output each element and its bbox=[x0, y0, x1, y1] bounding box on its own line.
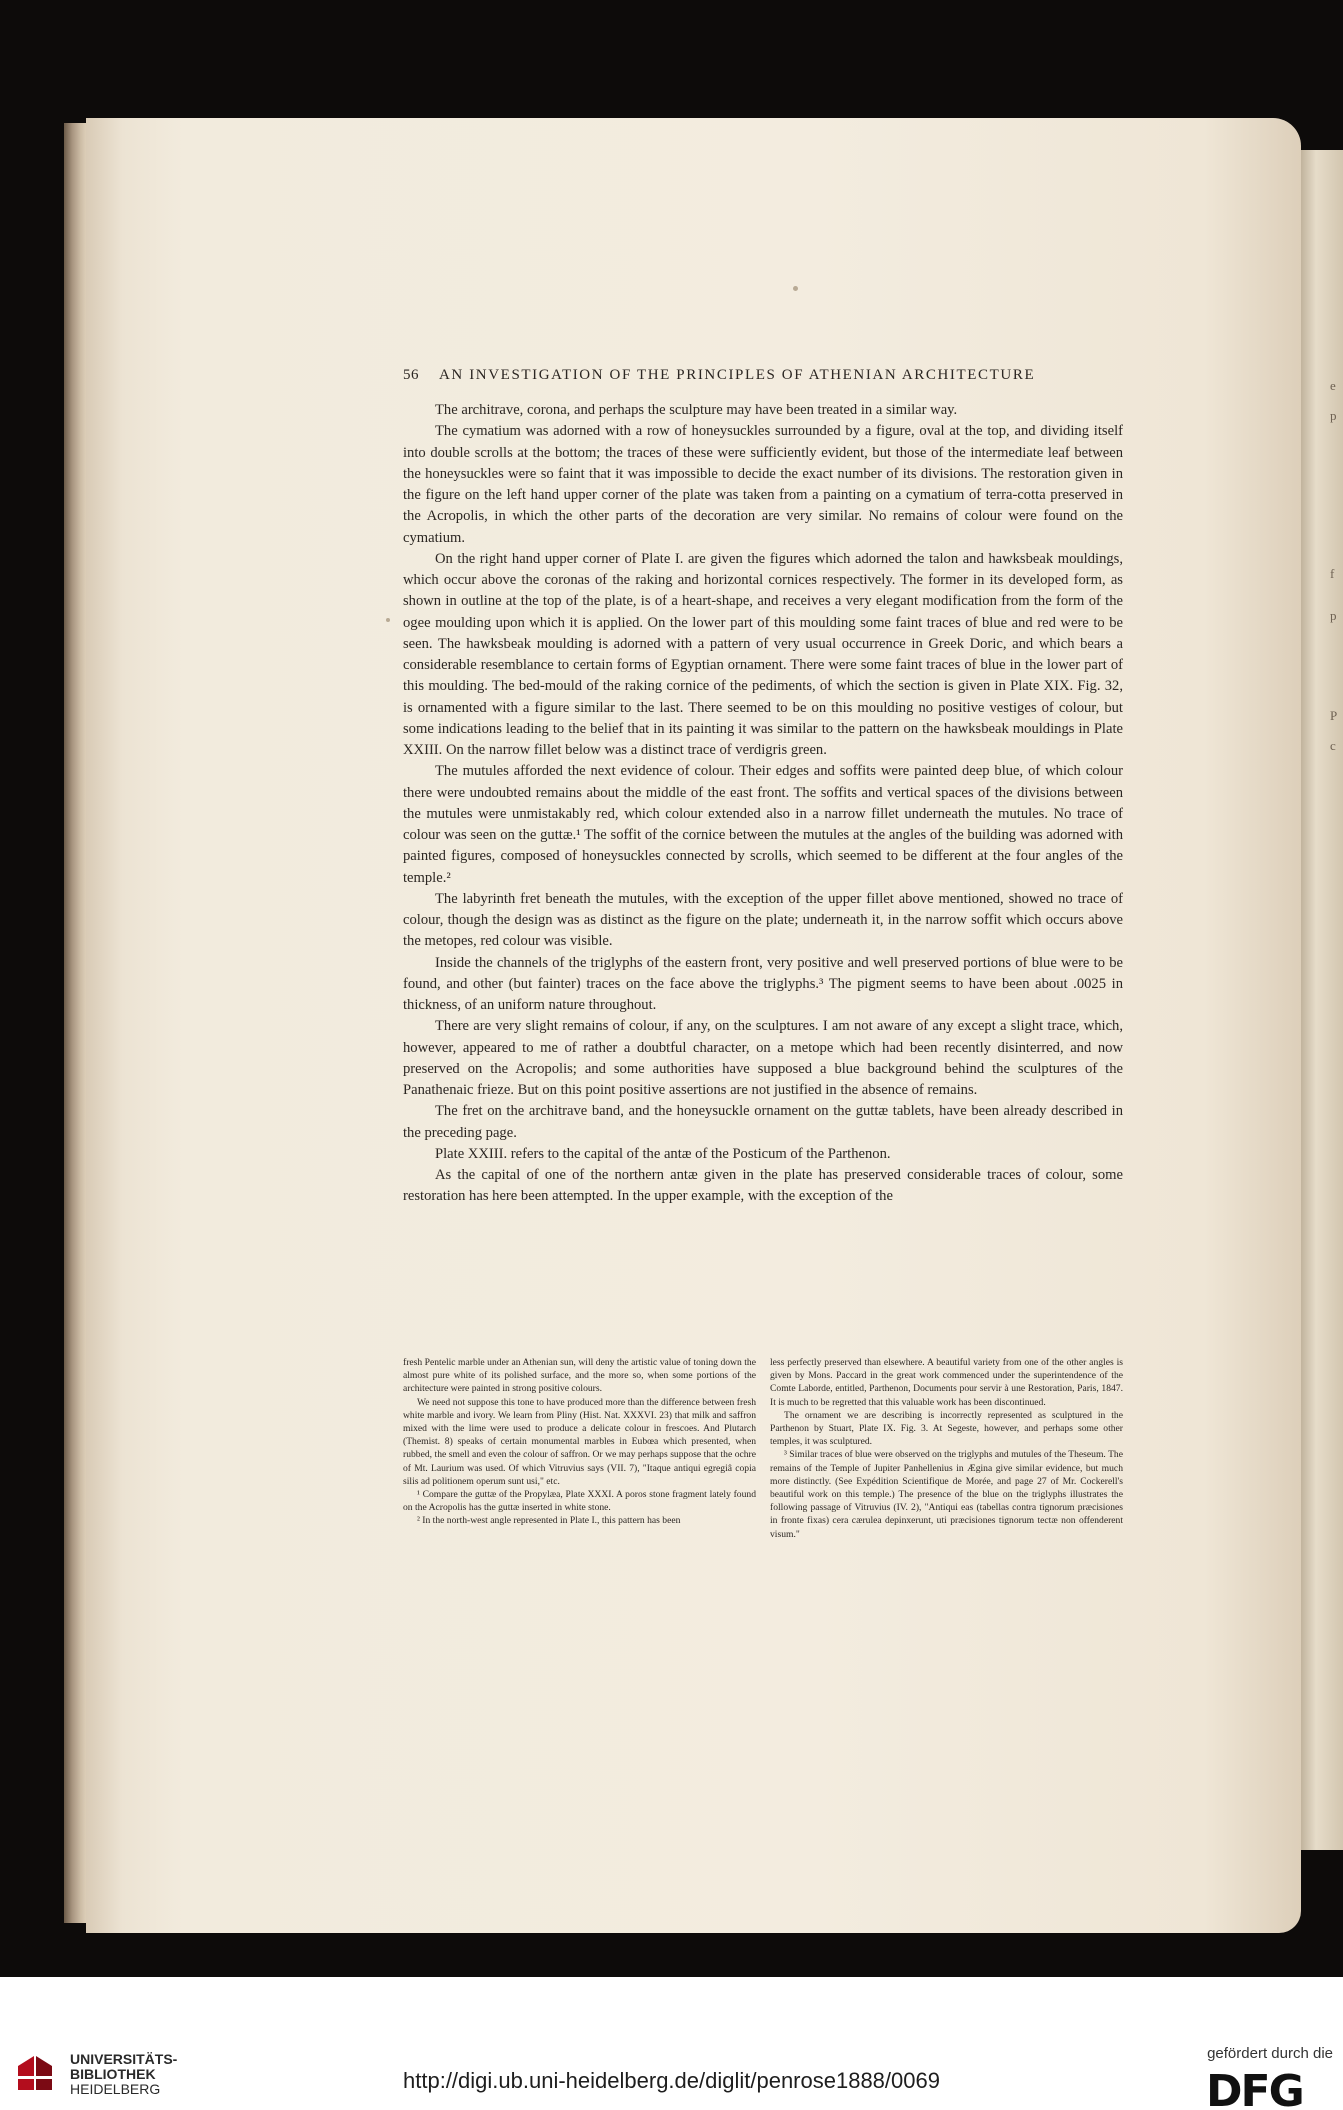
footnotes-right-column bbox=[770, 1356, 1123, 1541]
book-page-edges bbox=[64, 123, 88, 1923]
paragraph: Inside the channels of the triglyphs of the eastern front, very positive and well preserved portions of blue were to be found, and other (but fainter) traces on the face above the triglyphs.³ The pigment seems to have been about .0025 in thickness, of an uniform nature throughout. bbox=[403, 954, 1123, 1013]
facing-page-glyph: p bbox=[1330, 608, 1337, 623]
facing-page-glyph: e bbox=[1330, 378, 1336, 393]
footnote: fresh Pentelic marble under an Athenian sun, will deny the artistic value of toning down the almost pure white of its polished surface, and the more so, when some portions of the architecture were painted in strong positive colours. bbox=[403, 1357, 756, 1395]
paragraph: As the capital of one of the northern antæ given in the plate has preserved considerable traces of colour, some restoration has here been attempted. In the upper example, with the exception of the bbox=[403, 1167, 1123, 1205]
footnotes-left-column bbox=[403, 1356, 756, 1528]
footnote: ³ Similar traces of blue were observed on the triglyphs and mutules of the Theseum. The remains of the Temple of Jupiter Panhellenius in Ægina give similar evidence, but much more distinctly. (See Expédition Scientifique de Morée, and page 27 of Mr. Cockerell's beautiful work on this temple.) The presence of the blue on the triglyphs illustrates the following passage of Vitruvius (IV. 2), "Antiqui eas (tabellas contra tignorum præcisiones in fronte fixas) cera cærulea depinxerunt, uti præcisiones tignorum tectæ non offenderent visum." bbox=[770, 1449, 1123, 1540]
dfg-logo: DFG bbox=[1206, 2066, 1303, 2110]
paragraph: The mutules afforded the next evidence of colour. Their edges and soffits were painted deep blue, of which colour there were undoubted remains about the middle of the east front. The soffits and vertical spaces of the divisions between the mutules were unmistakably red, which colour extended also in a narrow fillet underneath the mutules. No trace of colour was seen on the guttæ.¹ The soffit of the cornice between the mutules at the angles of the building was adorned with painted figures, composed of honeysuckles connected by scrolls, which seemed to be different at the four angles of the temple.² bbox=[403, 763, 1123, 886]
library-name-line: HEIDELBERG bbox=[70, 2081, 161, 2097]
footnote: less perfectly preserved than elsewhere. A beautiful variety from one of the other angles is given by Mons. Paccard in the great work commenced under the superintendence of the Comte Laborde, entitled, Parthenon, Documents pour servir à une Restoration, Paris, 1847. It is much to be regretted that this valuable work has been discontinued. bbox=[770, 1357, 1123, 1408]
paragraph: On the right hand upper corner of Plate I. are given the figures which adorned the talon and hawksbeak mouldings, which occur above the coronas of the raking and horizontal cornices respectively. The former in its developed form, as shown in outline at the top of the plate, is of a heart-shape, and receives a very elegant modification from the form of the ogee moulding upon which it is applied. On the lower part of this moulding some faint traces of blue and red were to be seen. The hawksbeak moulding is adorned with a pattern of very usual occurrence in Greek Doric, and which bears a considerable resemblance to certain forms of Egyptian ornament. There were some faint traces of blue in the lower part of this moulding. The bed-mould of the raking cornice of the pediments, of which the section is given in Plate XIX. Fig. 32, is ornamented with a figure similar to the last. There seemed to be on this moulding no positive vestiges of colour, but some indications leading to the belief that in its painting it was similar to the pattern on the hawksbeak mouldings in Plate XXIII. On the narrow fillet below was a distinct trace of verdigris green. bbox=[403, 550, 1123, 758]
funded-by-label: gefördert durch die bbox=[1207, 2045, 1333, 2062]
running-title: AN INVESTIGATION OF THE PRINCIPLES OF ATHENIAN ARCHITECTURE bbox=[439, 367, 1036, 383]
paper-speck bbox=[386, 618, 390, 622]
library-name-line: UNIVERSITÄTS- bbox=[70, 2051, 178, 2067]
running-header bbox=[403, 367, 1123, 384]
footnote: We need not suppose this tone to have produced more than the difference between fresh white marble and ivory. We learn from Pliny (Hist. Nat. XXXVI. 23) that milk and saffron mixed with the lime were used to produce a delicate colour in frescoes. And Plutarch (Themist. 8) speaks of certain monumental marbles in Eubœa which presented, when rubbed, the smell and even the colour of saffron. Or we may perhaps suppose that the ochre of Mt. Laurium was used. Of which Vitruvius says (VII. 7), "Itaque antiqui egregiâ copia silis ad politionem operum sunt usi," etc. bbox=[403, 1396, 756, 1487]
paragraph: There are very slight remains of colour, if any, on the sculptures. I am not aware of any except a slight trace, which, however, appeared to me of rather a doubtful character, on a metope which had been recently disinterred, and now preserved on the Acropolis; and some authorities have supposed a blue background behind the sculptures of the Panathenaic frieze. But on this point positive assertions are not justified in the absence of remains. bbox=[403, 1018, 1123, 1098]
facing-page-glyph: p bbox=[1330, 408, 1337, 423]
facing-page-glyph: c bbox=[1330, 738, 1336, 753]
paper-speck bbox=[793, 286, 798, 291]
facing-page-strip bbox=[1298, 150, 1343, 1850]
facing-page-glyph: P bbox=[1330, 708, 1338, 723]
page-number: 56 bbox=[403, 367, 419, 383]
library-name-line: BIBLIOTHEK bbox=[70, 2066, 156, 2082]
permalink-url[interactable]: http://digi.ub.uni-heidelberg.de/diglit/penrose1888/0069 bbox=[403, 2068, 940, 2093]
body-text bbox=[403, 400, 1123, 1208]
facing-page-glyph: f bbox=[1330, 566, 1335, 581]
footnote: The ornament we are describing is incorrectly represented as sculptured in the Parthenon by Stuart, Plate IX. Fig. 3. At Segeste, however, and perhaps some other temples, it was sculptured. bbox=[770, 1409, 1123, 1448]
paragraph: The architrave, corona, and perhaps the sculpture may have been treated in a similar way. bbox=[435, 402, 958, 418]
footnote: ¹ Compare the guttæ of the Propylæa, Plate XXXI. A poros stone fragment lately found on the Acropolis has the guttæ inserted in white stone. bbox=[403, 1489, 756, 1514]
paragraph: The fret on the architrave band, and the honeysuckle ornament on the guttæ tablets, have been already described in the preceding page. bbox=[403, 1103, 1123, 1141]
paragraph: The labyrinth fret beneath the mutules, with the exception of the upper fillet above mentioned, showed no trace of colour, though the design was as distinct as the figure on the plate; underneath it, in the narrow soffit which occurs above the metopes, red colour was visible. bbox=[403, 890, 1123, 950]
paragraph: The cymatium was adorned with a row of honeysuckles surrounded by a figure, oval at the top, and dividing itself into double scrolls at the bottom; the traces of these were sufficiently evident, but those of the intermediate leaf between the honeysuckles were so faint that it was impossible to decide the exact number of its divisions. The restoration given in the figure on the left hand upper corner of the plate was taken from a painting on a cymatium of terra-cotta preserved in the Acropolis, in which the other parts of the decoration are very similar. No remains of colour were found on the cymatium. bbox=[403, 423, 1123, 546]
footnote: ² In the north-west angle represented in Plate I., this pattern has been bbox=[417, 1515, 681, 1527]
paragraph: Plate XXIII. refers to the capital of the antæ of the Posticum of the Parthenon. bbox=[435, 1145, 891, 1162]
